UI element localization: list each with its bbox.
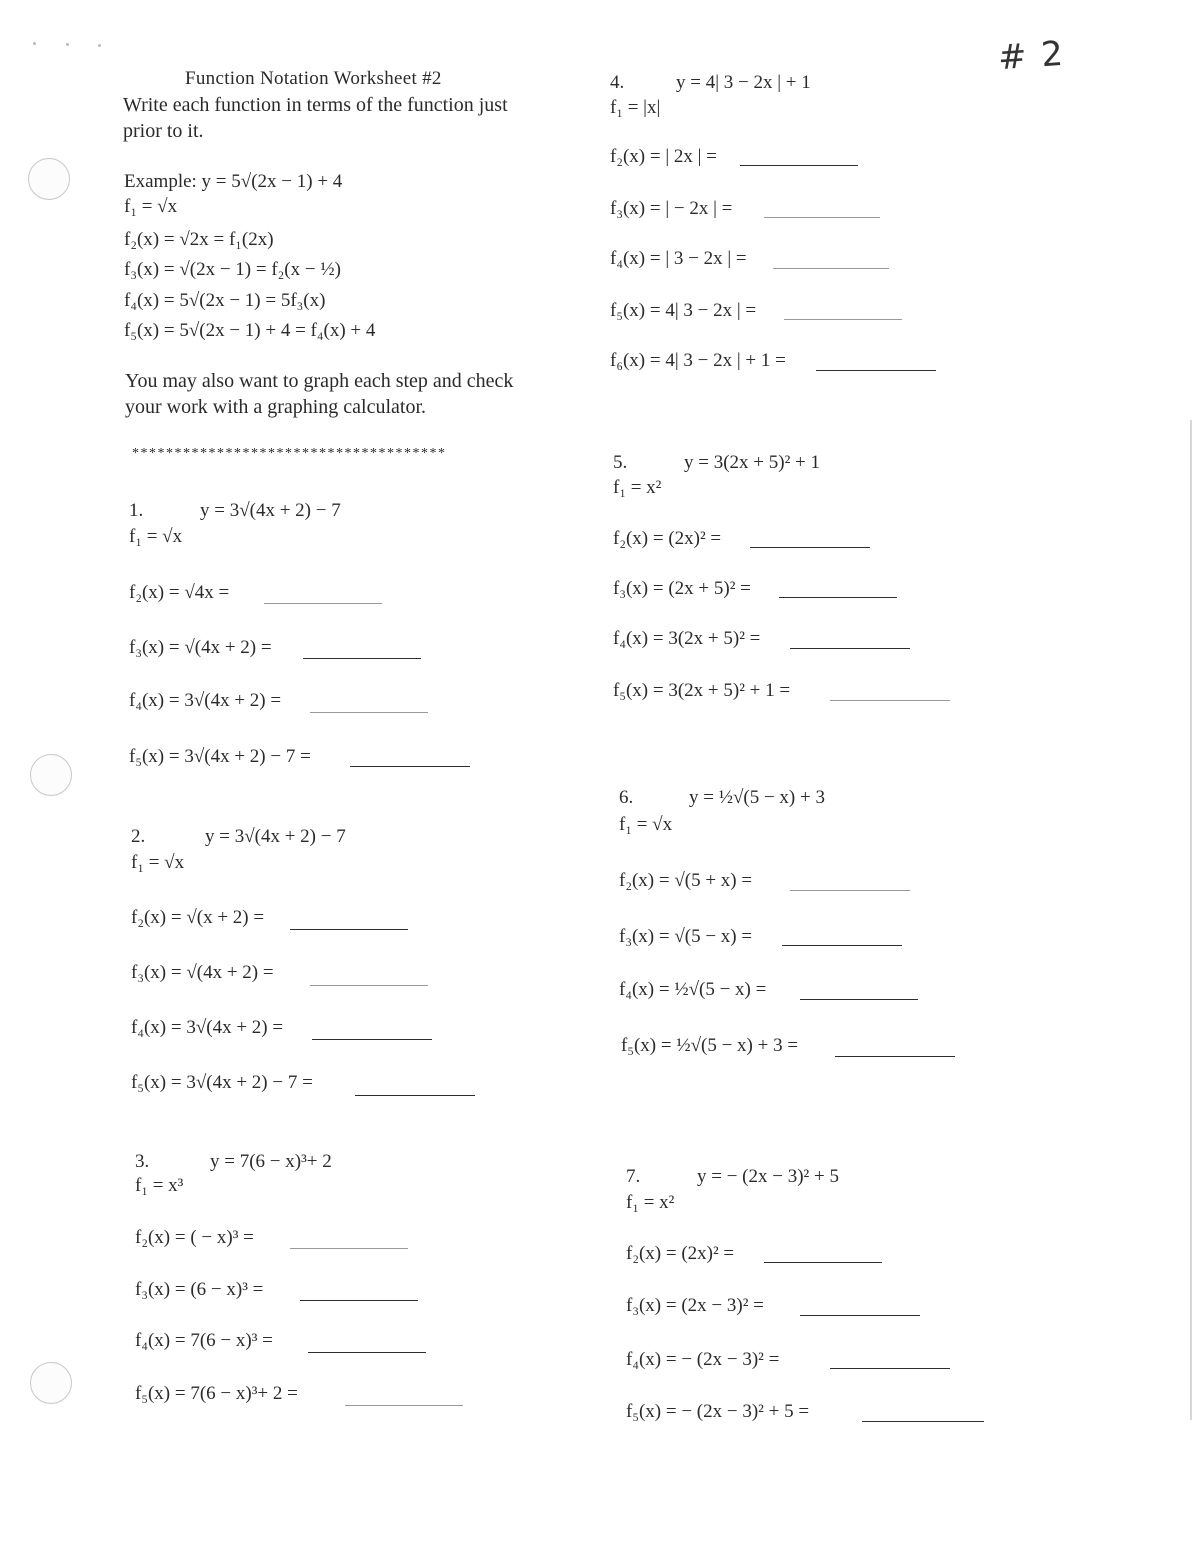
problem-2-f1: f₁ = √x (131, 852, 185, 873)
problem-7-answer-blank[interactable] (764, 1262, 882, 1263)
binder-hole-bottom (30, 1362, 72, 1404)
problem-5-equation: y = 3(2x + 5)² + 1 (684, 452, 820, 473)
problem-4-number: 4. (610, 72, 625, 93)
note-line-1: You may also want to graph each step and check (125, 370, 514, 392)
problem-3-number: 3. (135, 1151, 150, 1172)
problem-3-step-f4: f₄(x) = 7(6 − x)³ = (135, 1330, 273, 1351)
problem-2-answer-blank[interactable] (310, 985, 428, 986)
example-line: f₁ = √x (124, 196, 178, 217)
problem-4-step-f6: f₆(x) = 4| 3 − 2x | + 1 = (610, 350, 786, 371)
problem-1-answer-blank[interactable] (264, 603, 382, 604)
problem-5-answer-blank[interactable] (790, 648, 910, 649)
problem-1-number: 1. (129, 500, 144, 521)
problem-5-answer-blank[interactable] (830, 700, 950, 701)
problem-1-answer-blank[interactable] (310, 712, 428, 713)
problem-4-step-f5: f₅(x) = 4| 3 − 2x | = (610, 300, 757, 321)
note-line-2: your work with a graphing calculator. (125, 396, 427, 418)
instruction-line-1: Write each function in terms of the function just (123, 94, 508, 116)
problem-4-step-f4: f₄(x) = | 3 − 2x | = (610, 248, 747, 269)
scan-speck (33, 42, 36, 45)
scan-speck (98, 44, 101, 47)
problem-2-answer-blank[interactable] (312, 1039, 432, 1040)
problem-4-step-f3: f₃(x) = | − 2x | = (610, 198, 733, 219)
problem-6-f1: f₁ = √x (619, 814, 673, 835)
problem-2-step-f3: f₃(x) = √(4x + 2) = (131, 962, 274, 983)
problem-3-step-f2: f₂(x) = ( − x)³ = (135, 1227, 254, 1248)
problem-2-step-f5: f₅(x) = 3√(4x + 2) − 7 = (131, 1072, 313, 1093)
problem-2-step-f2: f₂(x) = √(x + 2) = (131, 907, 265, 928)
problem-4-answer-blank[interactable] (764, 217, 880, 218)
problem-3-answer-blank[interactable] (345, 1405, 463, 1406)
problem-7-number: 7. (626, 1166, 641, 1187)
problem-4-step-f2: f₂(x) = | 2x | = (610, 146, 717, 167)
problem-5-step-f4: f₄(x) = 3(2x + 5)² = (613, 628, 761, 649)
problem-2-answer-blank[interactable] (355, 1095, 475, 1096)
problem-1-step-f3: f₃(x) = √(4x + 2) = (129, 637, 272, 658)
problem-3-f1: f₁ = x³ (135, 1175, 184, 1196)
problem-2-equation: y = 3√(4x + 2) − 7 (205, 826, 346, 847)
problem-6-answer-blank[interactable] (800, 999, 918, 1000)
binder-hole-middle (30, 754, 72, 796)
problem-2-number: 2. (131, 826, 146, 847)
problem-1-f1: f₁ = √x (129, 526, 183, 547)
problem-6-step-f4: f₄(x) = ½√(5 − x) = (619, 979, 767, 1000)
problem-3-answer-blank[interactable] (308, 1352, 426, 1353)
example-line: f₃(x) = √(2x − 1) = f₂(x − ½) (124, 259, 341, 280)
scan-speck (66, 43, 69, 46)
problem-6-step-f3: f₃(x) = √(5 − x) = (619, 926, 753, 947)
problem-4-answer-blank[interactable] (773, 268, 889, 269)
problem-7-answer-blank[interactable] (830, 1368, 950, 1369)
problem-5-answer-blank[interactable] (779, 597, 897, 598)
instruction-line-2: prior to it. (123, 120, 204, 142)
problem-5-step-f2: f₂(x) = (2x)² = (613, 528, 722, 549)
problem-4-answer-blank[interactable] (784, 319, 902, 320)
problem-7-answer-blank[interactable] (800, 1315, 920, 1316)
problem-4-f1: f₁ = |x| (610, 97, 661, 118)
problem-7-equation: y = − (2x − 3)² + 5 (697, 1166, 839, 1187)
handwritten-page-tag: # 2 (996, 33, 1067, 79)
binder-hole-top (28, 158, 70, 200)
problem-1-step-f5: f₅(x) = 3√(4x + 2) − 7 = (129, 746, 311, 767)
problem-6-step-f2: f₂(x) = √(5 + x) = (619, 870, 753, 891)
problem-1-equation: y = 3√(4x + 2) − 7 (200, 500, 341, 521)
problem-7-step-f4: f₄(x) = − (2x − 3)² = (626, 1349, 780, 1370)
problem-6-step-f5: f₅(x) = ½√(5 − x) + 3 = (621, 1035, 799, 1056)
scan-edge-line (1190, 420, 1192, 1420)
problem-3-step-f5: f₅(x) = 7(6 − x)³+ 2 = (135, 1383, 298, 1404)
problem-7-answer-blank[interactable] (862, 1421, 984, 1422)
problem-7-step-f5: f₅(x) = − (2x − 3)² + 5 = (626, 1401, 810, 1422)
problem-6-answer-blank[interactable] (835, 1056, 955, 1057)
problem-4-answer-blank[interactable] (740, 165, 858, 166)
problem-7-f1: f₁ = x² (626, 1192, 675, 1213)
example-line: f₂(x) = √2x = f₁(2x) (124, 229, 274, 250)
problem-3-answer-blank[interactable] (290, 1248, 408, 1249)
problem-1-answer-blank[interactable] (303, 658, 421, 659)
problem-5-number: 5. (613, 452, 628, 473)
problem-1-answer-blank[interactable] (350, 766, 470, 767)
problem-6-equation: y = ½√(5 − x) + 3 (689, 787, 825, 808)
problem-1-step-f4: f₄(x) = 3√(4x + 2) = (129, 690, 282, 711)
problem-5-step-f5: f₅(x) = 3(2x + 5)² + 1 = (613, 680, 791, 701)
problem-1-step-f2: f₂(x) = √4x = (129, 582, 230, 603)
example-line: f₅(x) = 5√(2x − 1) + 4 = f₄(x) + 4 (124, 320, 376, 341)
problem-5-f1: f₁ = x² (613, 477, 662, 498)
problem-2-answer-blank[interactable] (290, 929, 408, 930)
problem-3-equation: y = 7(6 − x)³+ 2 (210, 1151, 332, 1172)
problem-4-answer-blank[interactable] (816, 370, 936, 371)
example-line: f₄(x) = 5√(2x − 1) = 5f₃(x) (124, 290, 326, 311)
problem-6-number: 6. (619, 787, 634, 808)
worksheet-title: Function Notation Worksheet #2 (185, 68, 442, 89)
example-line: Example: y = 5√(2x − 1) + 4 (124, 171, 343, 192)
problem-3-answer-blank[interactable] (300, 1300, 418, 1301)
separator-stars: ************************************* (132, 446, 447, 461)
problem-4-equation: y = 4| 3 − 2x | + 1 (676, 72, 811, 93)
problem-5-step-f3: f₃(x) = (2x + 5)² = (613, 578, 751, 599)
problem-7-step-f3: f₃(x) = (2x − 3)² = (626, 1295, 764, 1316)
problem-3-step-f3: f₃(x) = (6 − x)³ = (135, 1279, 264, 1300)
problem-6-answer-blank[interactable] (790, 890, 910, 891)
problem-6-answer-blank[interactable] (782, 945, 902, 946)
problem-7-step-f2: f₂(x) = (2x)² = (626, 1243, 735, 1264)
problem-5-answer-blank[interactable] (750, 547, 870, 548)
problem-2-step-f4: f₄(x) = 3√(4x + 2) = (131, 1017, 284, 1038)
